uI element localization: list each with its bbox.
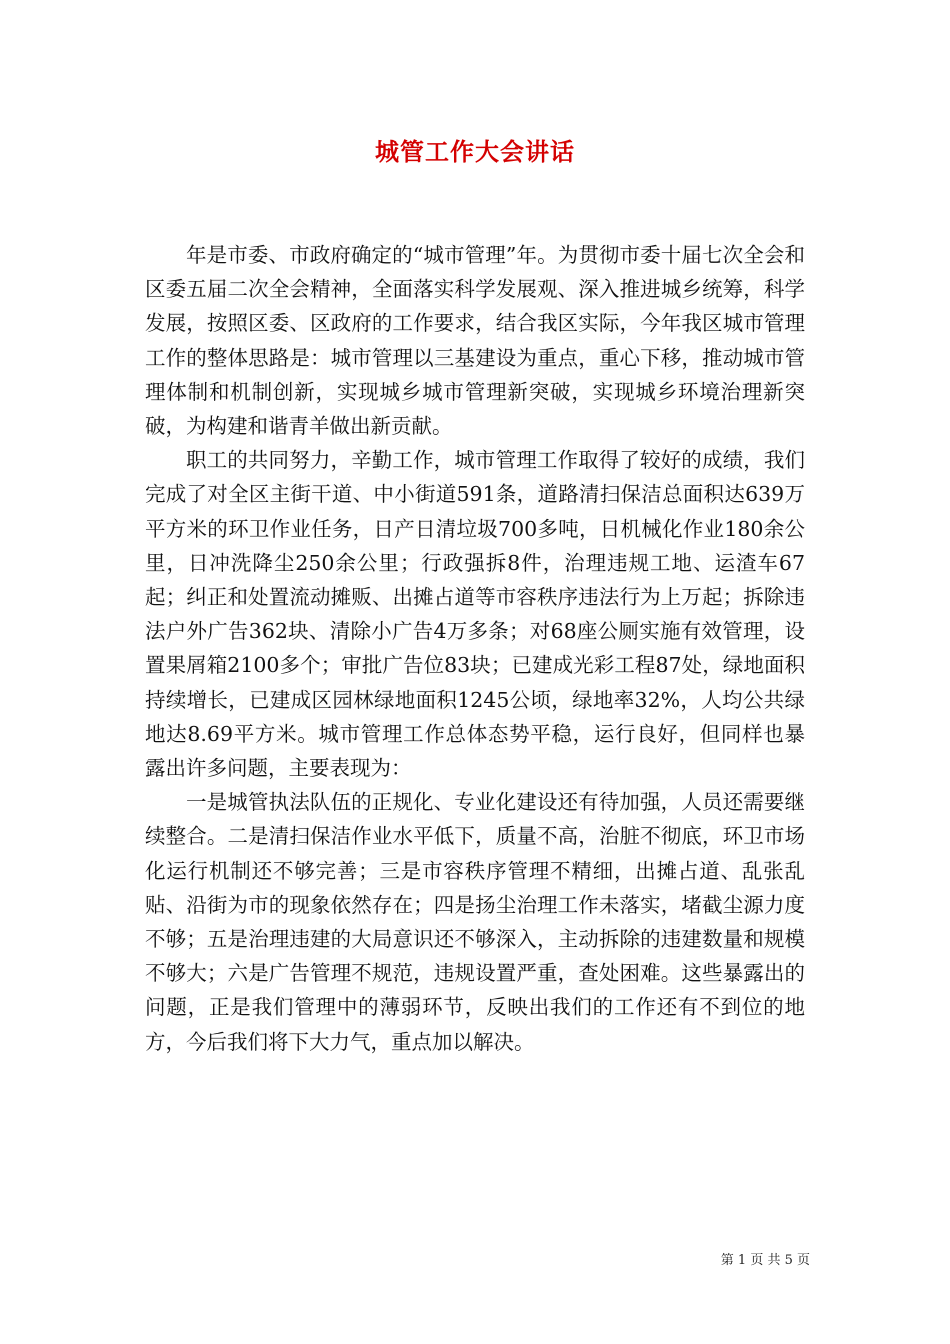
paragraph-2: 职工的共同努力，辛勤工作，城市管理工作取得了较好的成绩，我们完成了对全区主街干道、中小街道591条，道路清扫保洁总面积达639万平方米的环卫作业任务，日产日清垃圾700多吨，日机械化作业180余公里，日冲洗降尘250余公里；行政强拆8件，治理违规工地、运渣车67起；纠正和处置流动摊贩、出摊占道等市容秩序违法行为上万起；拆除违法户外广告362块、清除小广告4万多条；对68座公厕实施有效管理，设置果屑箱2100多个；审批广告位83块；已建成光彩工程87处，绿地面积持续增长，已建成区园林绿地面积1245公顷，绿地率32%，人均公共绿地达8.69平方米。城市管理工作总体态势平稳，运行良好，但同样也暴露出许多问题，主要表现为： bbox=[145, 448, 805, 781]
paragraph-3: 一是城管执法队伍的正规化、专业化建设还有待加强，人员还需要继续整合。二是清扫保洁作业水平低下，质量不高，治脏不彻底，环卫市场化运行机制还不够完善；三是市容秩序管理不精细，出摊占道、乱张乱贴、沿街为市的现象依然存在；四是扬尘治理工作未落实，堵截尘源力度不够；五是治理违建的大局意识还不够深入，主动拆除的违建数量和规模不够大；六是广告管理不规范，违规设置严重，查处困难。这些暴露出的问题，正是我们管理中的薄弱环节，反映出我们的工作还有不到位的地方，今后我们将下大力气，重点加以解决。 bbox=[145, 790, 805, 1054]
document-title: 城管工作大会讲话 bbox=[375, 137, 575, 166]
page-number: 第 1 页 共 5 页 bbox=[720, 1253, 810, 1268]
paragraph-1: 年是市委、市政府确定的“城市管理”年。为贯彻市委十届七次全会和区委五届二次全会精神，全面落实科学发展观、深入推进城乡统筹，科学发展，按照区委、区政府的工作要求，结合我区实际，今年我区城市管理工作的整体思路是：城市管理以三基建设为重点，重心下移，推动城市管理体制和机制创新，实现城乡城市管理新突破，实现城乡环境治理新突破，为构建和谐青羊做出新贡献。 bbox=[145, 243, 805, 439]
document-body bbox=[145, 238, 805, 1059]
